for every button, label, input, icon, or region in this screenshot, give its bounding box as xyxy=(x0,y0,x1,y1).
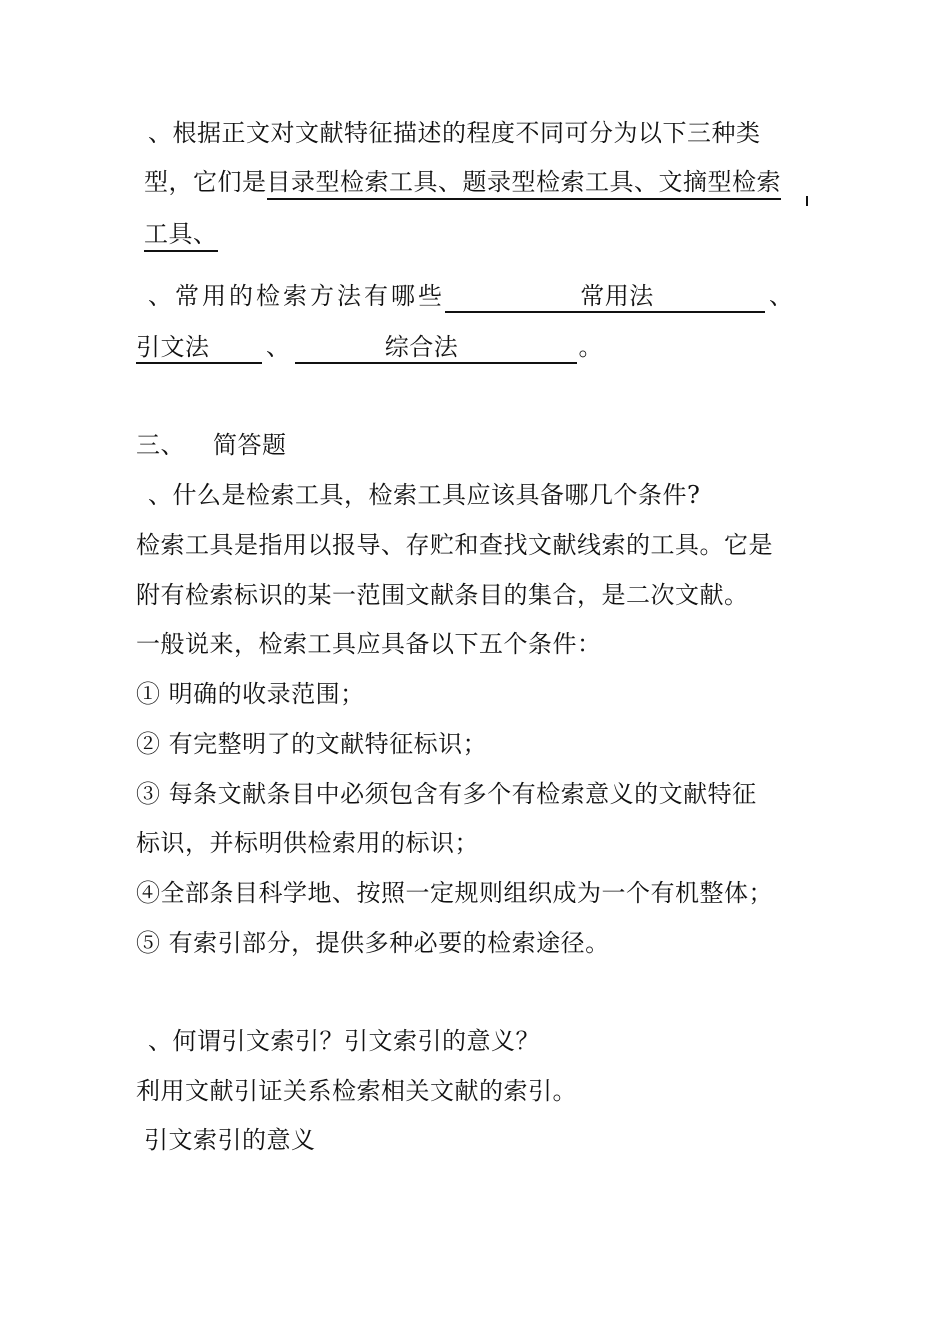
q1-answer-line-3 xyxy=(136,628,602,660)
q1-answer-text-3: 一般说来，检索工具应具备以下五个条件： xyxy=(136,630,602,658)
condition-text: ③ 每条文献条目中必须包含有多个有检索意义的文献特征 xyxy=(136,780,757,808)
q2-question-text: 、何谓引文索引？引文索引的意义？ xyxy=(148,1027,540,1055)
q1-answer-line-1 xyxy=(136,529,773,561)
condition-text: ⑤ 有索引部分，提供多种必要的检索途径。 xyxy=(136,929,610,957)
methods-answer-3: 综合法 xyxy=(384,333,459,361)
condition-text: ① 明确的收录范围； xyxy=(136,680,365,708)
methods-question-line-2 xyxy=(136,331,603,364)
q1-answer-text-2: 附有检索标识的某一范围文献条目的集合，是二次文献。 xyxy=(136,581,749,609)
methods-answer-2: 引文法 xyxy=(136,333,210,361)
condition-text: ④全部条目科学地、按照一定规则组织成为一个有机整体； xyxy=(136,879,773,907)
methods-separator-2: 、 xyxy=(266,333,291,361)
methods-question-line-1 xyxy=(148,280,794,313)
methods-end-mark: 。 xyxy=(578,333,603,361)
q2-answer-line-2 xyxy=(144,1124,316,1156)
types-question-line-2 xyxy=(144,166,781,198)
section-3-heading xyxy=(136,429,287,461)
condition-text: 标识，并标明供检索用的标识； xyxy=(136,829,479,857)
answer-blank-end-mark xyxy=(806,196,808,206)
methods-separator-1: 、 xyxy=(769,282,794,310)
q2-answer-text-2: 引文索引的意义 xyxy=(144,1126,316,1154)
types-answer-part-2: 工具、 xyxy=(144,220,218,252)
q1-condition-1 xyxy=(136,678,365,710)
q1-condition-3 xyxy=(136,778,757,810)
methods-answer-1: 常用法 xyxy=(580,282,654,310)
section-3-title: 简答题 xyxy=(213,431,287,459)
methods-question-prefix: 、常用的检索方法有哪些 xyxy=(148,282,445,310)
q1-condition-5 xyxy=(136,927,610,959)
methods-answer-1-blank xyxy=(445,281,765,313)
types-question-prefix: 型，它们是 xyxy=(144,168,267,196)
methods-answer-3-blank xyxy=(295,332,577,364)
types-question-text: 、根据正文对文献特征描述的程度不同可分为以下三种类 xyxy=(148,119,761,147)
q1-condition-4 xyxy=(136,877,773,909)
q2-answer-line-1 xyxy=(136,1075,577,1107)
q1-answer-text-1: 检索工具是指用以报导、存贮和查找文献线索的工具。它是 xyxy=(136,531,773,559)
q1-condition-3-continued xyxy=(136,827,479,859)
types-question-line-3 xyxy=(144,218,218,250)
q1-question xyxy=(148,479,700,511)
section-3-number: 三、 xyxy=(136,431,185,459)
q2-answer-text-1: 利用文献引证关系检索相关文献的索引。 xyxy=(136,1077,577,1105)
q2-question xyxy=(148,1025,540,1057)
q1-answer-line-2 xyxy=(136,579,749,611)
q1-question-text: 、什么是检索工具，检索工具应该具备哪几个条件? xyxy=(148,481,701,509)
types-answer-part-1: 目录型检索工具、题录型检索工具、文摘型检索 xyxy=(267,168,782,200)
q1-condition-2 xyxy=(136,728,487,760)
types-question-line-1 xyxy=(148,117,761,149)
condition-text: ② 有完整明了的文献特征标识； xyxy=(136,730,488,758)
methods-answer-2-blank xyxy=(136,332,262,364)
